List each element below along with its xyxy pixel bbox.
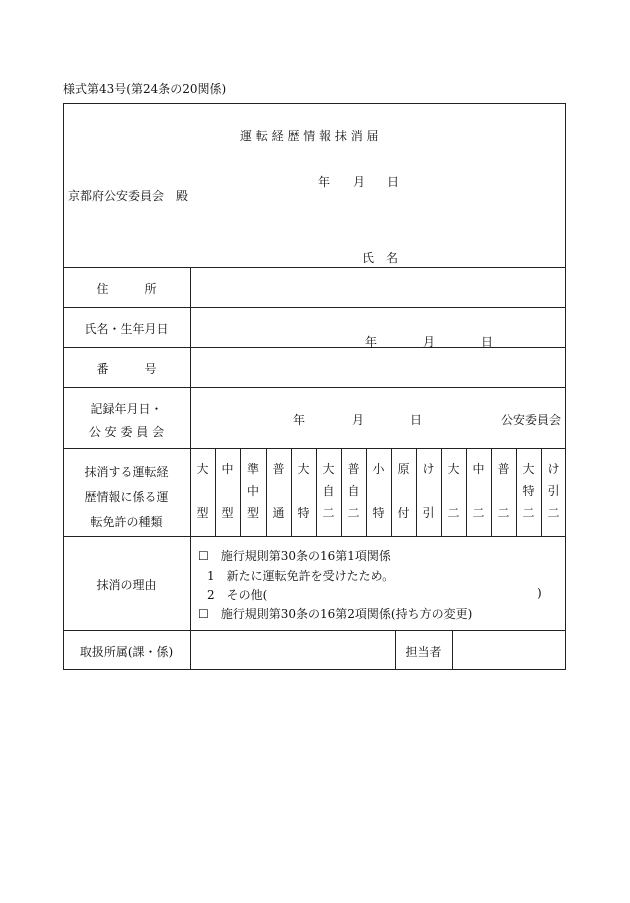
license-label-line1: 抹消する運転経: [84, 465, 169, 479]
header-date-year: 年: [318, 175, 331, 189]
license-type-ogata[interactable]: 大 型: [196, 462, 209, 520]
form-title: 運 転 経 歴 情 報 抹 消 届: [240, 129, 379, 143]
record-label-line1: 記録年月日・: [90, 402, 163, 416]
license-type-kotoku[interactable]: 小 特: [372, 462, 385, 520]
name-dob-day: 日: [481, 335, 494, 349]
reason-sub-1: 1 新たに運転免許を受けたため。: [207, 569, 395, 583]
license-type-dai-ni[interactable]: 大 二: [447, 462, 460, 520]
reason-sub-2: 2 その他(: [207, 588, 268, 602]
reason-option-1[interactable]: ☐ 施行規則第30条の16第1項関係: [198, 549, 391, 563]
license-type-chu-ni[interactable]: 中 二: [472, 462, 485, 520]
name-dob-field[interactable]: [191, 308, 565, 347]
form-number: 様式第43号(第24条の20関係): [63, 82, 227, 96]
license-type-kenin-ni[interactable]: け 引 二: [547, 462, 560, 520]
license-type-futsu[interactable]: 普 通: [272, 462, 285, 520]
person-field[interactable]: [453, 631, 565, 669]
name-dob-month: 月: [423, 335, 436, 349]
header-date-month: 月: [353, 175, 366, 189]
license-type-daitoku[interactable]: 大 特: [297, 462, 310, 520]
license-type-futsu-ni[interactable]: 普 二: [497, 462, 510, 520]
reason-option-2[interactable]: ☐ 施行規則第30条の16第2項関係(持ち方の変更): [198, 607, 473, 621]
record-year: 年: [293, 413, 306, 427]
license-type-futsuji-ni[interactable]: 普 自 二: [347, 462, 360, 520]
record-month: 月: [352, 413, 365, 427]
license-type-kenin[interactable]: け 引: [422, 462, 435, 520]
reason-label: 抹消の理由: [96, 578, 157, 592]
license-type-daitoku-ni[interactable]: 大 特 二: [522, 462, 535, 520]
record-label-line2: 公 安 委 員 会: [88, 425, 165, 439]
row-divider: [63, 536, 566, 537]
license-type-chugata[interactable]: 中 型: [221, 462, 234, 520]
license-label-line2: 歴情報に係る運: [84, 490, 169, 504]
name-dob-year: 年: [365, 335, 378, 349]
signature-label: 氏 名: [362, 251, 399, 265]
license-type-jun-chugata[interactable]: 準 中 型: [246, 462, 259, 520]
license-label-line3: 転免許の種類: [90, 515, 163, 529]
reason-other-field[interactable]: [270, 585, 530, 602]
license-type-daiji-ni[interactable]: 大 自 二: [322, 462, 335, 520]
row-divider: [63, 387, 566, 388]
record-day: 日: [410, 413, 423, 427]
office-field[interactable]: [191, 631, 394, 669]
reason-sub-2-close: ): [537, 586, 542, 600]
addressee: 京都府公安委員会 殿: [68, 189, 189, 203]
office-label: 取扱所属(課・係): [79, 645, 174, 659]
number-label: 番 号: [96, 362, 157, 376]
header-date-day: 日: [387, 175, 400, 189]
license-type-gentsuki[interactable]: 原 付: [397, 462, 410, 520]
number-field[interactable]: [191, 348, 565, 387]
address-label: 住 所: [96, 282, 157, 296]
address-field[interactable]: [191, 268, 565, 307]
name-dob-label: 氏名・生年月日: [84, 322, 169, 336]
person-label: 担当者: [405, 645, 442, 659]
record-commission: 公安委員会: [501, 413, 562, 427]
